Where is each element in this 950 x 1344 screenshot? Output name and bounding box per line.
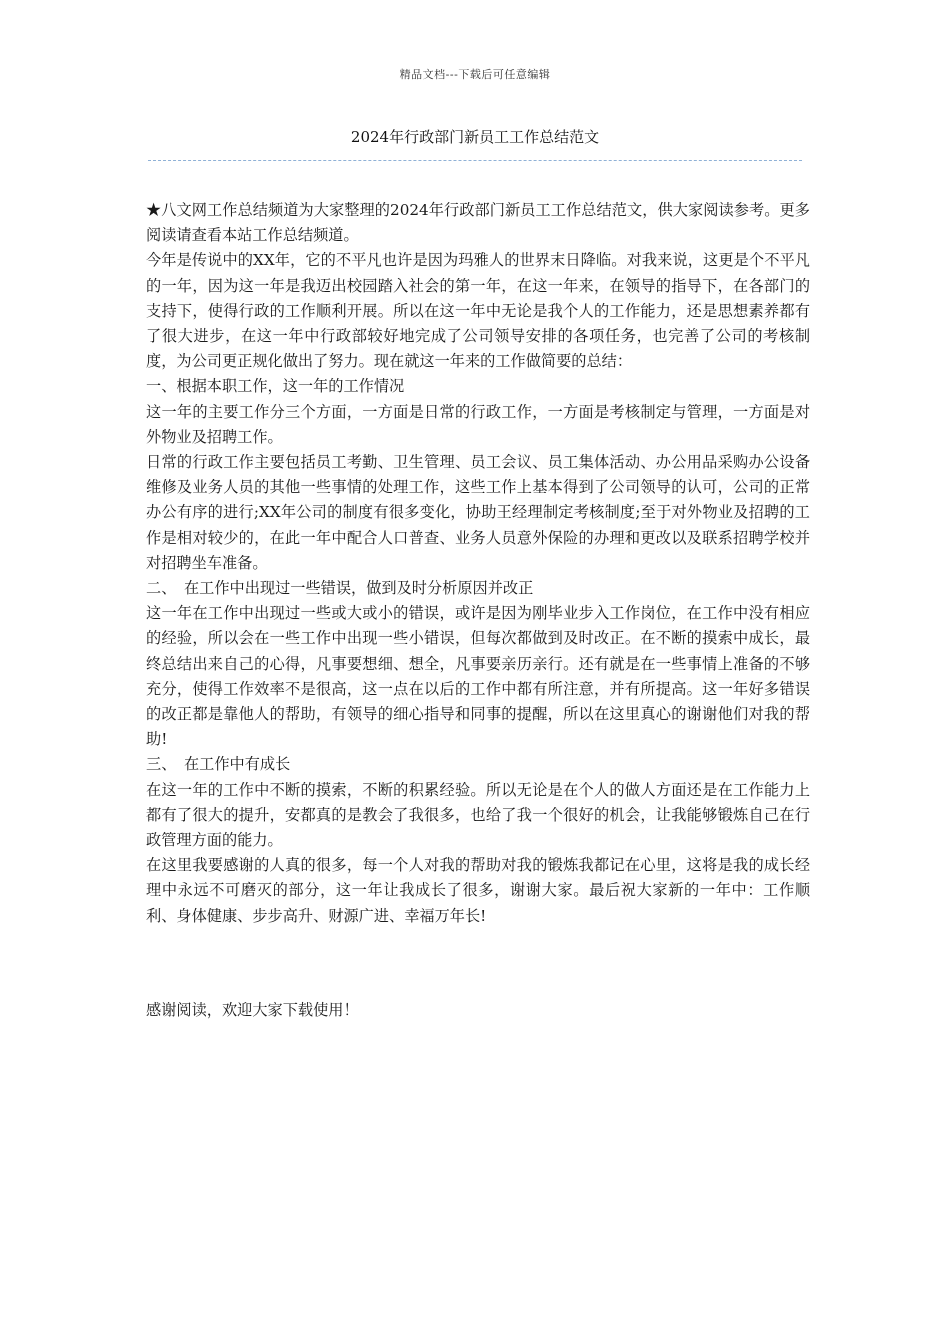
overview-paragraph: 今年是传说中的XX年，它的不平凡也许是因为玛雅人的世界末日降临。对我来说，这更是个不平凡的一年，因为这一年是我迈出校园踏入社会的第一年，在这一年来，在领导的指导下，在各部门的支持下，使得行政的工作顺利开展。所以在这一年中无论是我个人的工作能力，还是思想素养都有了很大进步，在这一年中行政部较好地完成了公司领导安排的各项任务，也完善了公司的考核制度，为公司更正规化做出了努力。现在就这一年来的工作做简要的总结： [146, 251, 810, 371]
section-heading-3: 三、 在工作中有成长 [146, 755, 291, 774]
document-body [146, 198, 810, 929]
section-heading-1: 一、根据本职工作，这一年的工作情况 [146, 377, 405, 396]
document-header-note: 精品文档---下载后可任意编辑 [399, 68, 551, 81]
thanks-paragraph: 在这里我要感谢的人真的很多，每一个人对我的帮助对我的锻炼我都记在心里，这将是我的成长经理中永远不可磨灭的部分，这一年让我成长了很多，谢谢大家。最后祝大家新的一年中：工作顺利、身体健康、步步高升、财源广进、幸福万年长! [146, 856, 810, 925]
intro-paragraph: ★八文网工作总结频道为大家整理的2024年行政部门新员工工作总结范文，供大家阅读参考。更多阅读请查看本站工作总结频道。 [146, 201, 810, 245]
section-1-paragraph-1: 这一年的主要工作分三个方面，一方面是日常的行政工作，一方面是考核制定与管理，一方面是对外物业及招聘工作。 [146, 402, 810, 446]
section-3-paragraph: 在这一年的工作中不断的摸索，不断的积累经验。所以无论是在个人的做人方面还是在工作能力上都有了很大的提升，安都真的是教会了我很多，也给了我一个很好的机会，让我能够锻炼自己在行政管理方面的能力。 [146, 780, 810, 850]
section-1-paragraph-2: 日常的行政工作主要包括员工考勤、卫生管理、员工会议、员工集体活动、办公用品采购办公设备维修及业务人员的其他一些事情的处理工作，这些工作上基本得到了公司领导的认可，公司的正常办公有序的进行;XX年公司的制度有很多变化，协助王经理制定考核制度;至于对外物业及招聘的工作是相对较少的，在此一年中配合人口普查、业务人员意外保险的办理和更改以及联系招聘学校并对招聘坐车准备。 [146, 453, 810, 572]
closing-line: 感谢阅读，欢迎大家下载使用！ [146, 1001, 359, 1019]
document-title: 2024年行政部门新员工工作总结范文 [350, 128, 600, 146]
section-heading-2: 二、 在工作中出现过一些错误，做到及时分析原因并改正 [146, 579, 534, 598]
title-divider [148, 160, 802, 161]
section-2-paragraph: 这一年在工作中出现过一些或大或小的错误，或许是因为刚毕业步入工作岗位，在工作中没有相应的经验，所以会在一些工作中出现一些小错误，但每次都做到及时改正。在不断的摸索中成长，最终总结出来自己的心得，凡事要想细、想全，凡事要亲历亲行。还有就是在一些事情上准备的不够充分，使得工作效率不是很高，这一点在以后的工作中都有所注意，并有所提高。这一年好多错误的改正都是靠他人的帮助，有领导的细心指导和同事的提醒，所以在这里真心的谢谢他们对我的帮助! [146, 604, 810, 749]
